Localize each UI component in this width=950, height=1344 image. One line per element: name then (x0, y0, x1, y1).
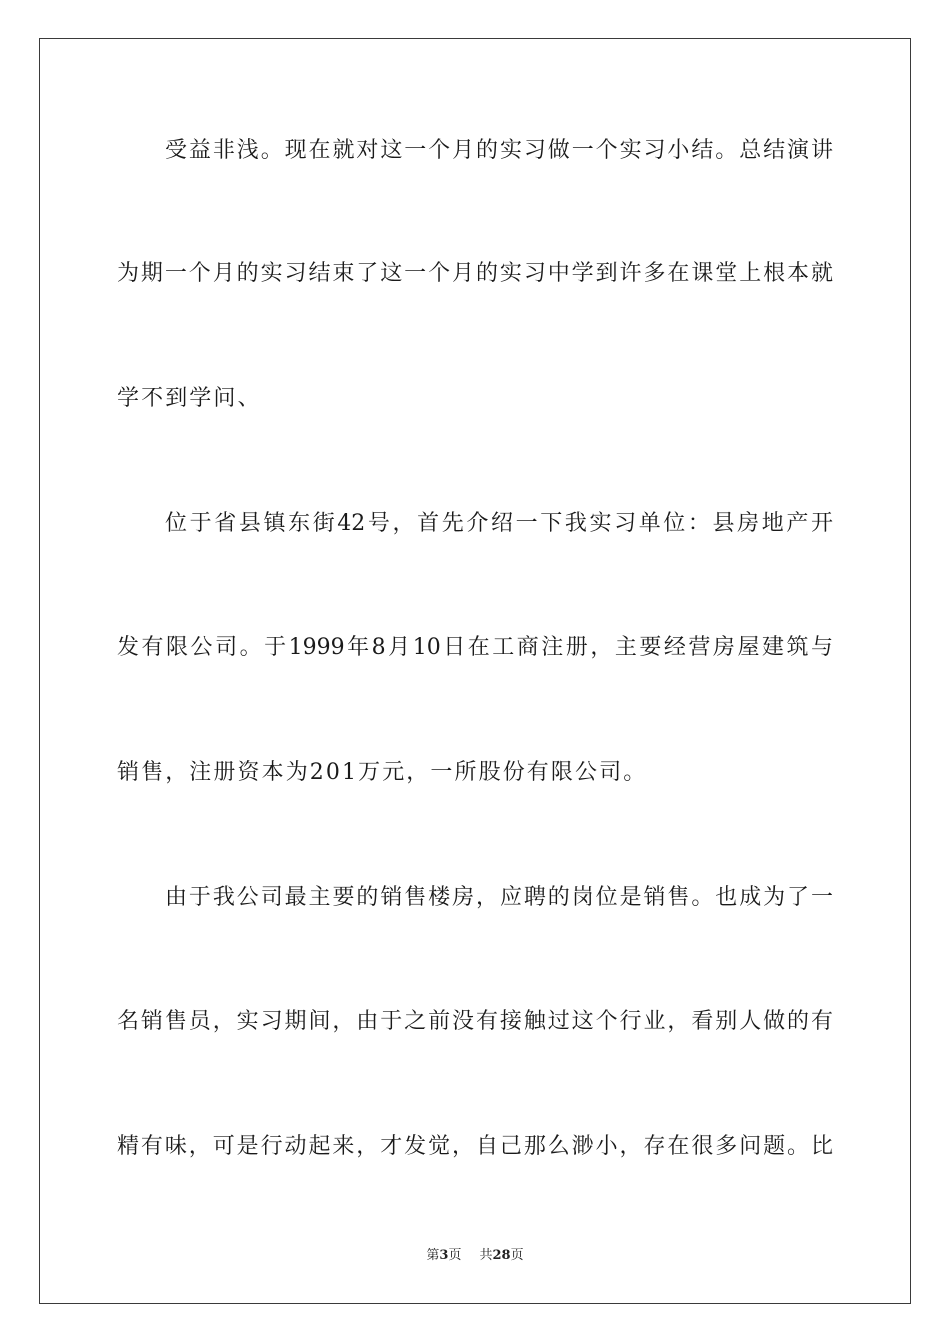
paragraph-line-5: 发有限公司。于1999年8月10日在工商注册，主要经营房屋建筑与 (117, 635, 833, 660)
paragraph-line-1: 受益非浅。现在就对这一个月的实习做一个实习小结。总结演讲 (165, 138, 833, 163)
footer-total-prefix: 共 (479, 1248, 493, 1263)
paragraph-line-7: 由于我公司最主要的销售楼房，应聘的岗位是销售。也成为了一 (165, 885, 833, 910)
paragraph-line-4: 位于省县镇东街42号，首先介绍一下我实习单位：县房地产开 (165, 511, 833, 536)
paragraph-line-3: 学不到学问、 (117, 386, 262, 411)
paragraph-line-8: 名销售员，实习期间，由于之前没有接触过这个行业，看别人做的有 (117, 1009, 833, 1034)
paragraph-line-9: 精有味，可是行动起来，才发觉，自己那么渺小，存在很多问题。比 (117, 1134, 833, 1159)
paragraph-line-6: 销售，注册资本为201万元，一所股份有限公司。 (117, 760, 648, 785)
footer-total-suffix: 页 (510, 1248, 524, 1263)
footer-page-mid: 页 (448, 1248, 462, 1263)
page-border (39, 38, 911, 1304)
footer-page-total: 28 (492, 1248, 511, 1263)
footer-page-current: 3 (439, 1248, 449, 1263)
footer-page-prefix: 第 (426, 1248, 440, 1263)
page-footer (0, 1247, 950, 1265)
paragraph-line-2: 为期一个月的实习结束了这一个月的实习中学到许多在课堂上根本就 (117, 261, 833, 286)
